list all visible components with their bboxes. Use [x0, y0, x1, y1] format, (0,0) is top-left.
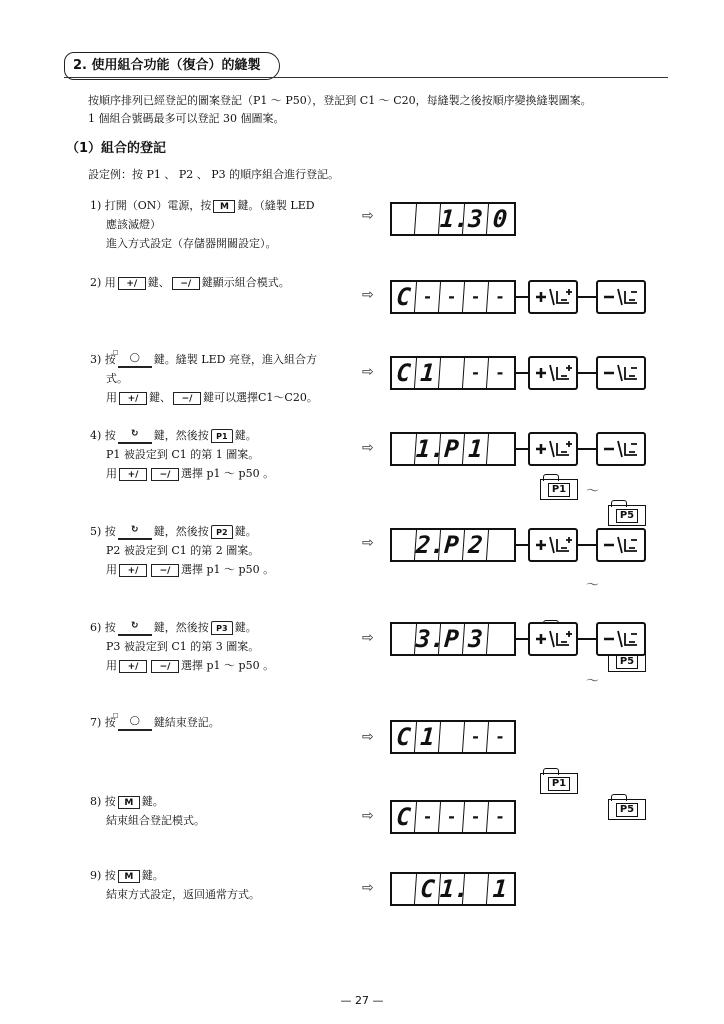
connector-line — [578, 448, 596, 450]
lcd-digit: C — [415, 874, 441, 904]
lcd-digit — [487, 434, 513, 464]
step-text: 鍵可以選擇C1～C20。 — [203, 391, 318, 404]
lcd-display — [390, 872, 516, 906]
lcd-display — [390, 622, 516, 656]
step-text: 應該滅燈） — [106, 218, 161, 231]
lcd-display — [390, 356, 516, 390]
lcd-digit: C — [391, 722, 417, 752]
m-key-icon: M — [213, 200, 235, 213]
ready-icon: ↻ — [118, 524, 152, 540]
minus-stitch-icon — [601, 437, 641, 461]
step-9 — [90, 866, 360, 904]
lcd-digit — [439, 722, 465, 752]
range-tilde: ～ — [586, 484, 600, 499]
plus-stitch-icon — [533, 285, 573, 309]
plus-stitch-key — [528, 528, 578, 562]
lcd-display — [390, 800, 516, 834]
lcd-digit: 1 — [491, 875, 509, 903]
minus-stitch-icon: −/ — [173, 392, 201, 405]
step-4 — [90, 426, 360, 483]
lcd-digit: - — [463, 802, 489, 832]
m-key-icon: M — [118, 796, 140, 809]
minus-stitch-key — [596, 356, 646, 390]
minus-stitch-icon — [601, 361, 641, 385]
lcd-digit — [487, 530, 513, 560]
plus-stitch-icon: +/ — [119, 564, 147, 577]
lcd-digit: - — [463, 282, 489, 312]
step-text: 選擇 p1 ～ p50 。 — [181, 563, 275, 576]
lcd-digit — [463, 874, 489, 904]
plus-stitch-icon: +/ — [118, 277, 146, 290]
minus-stitch-key — [596, 432, 646, 466]
step-text: 選擇 p1 ～ p50 。 — [181, 467, 275, 480]
lcd-digit — [439, 358, 465, 388]
arrow-right-icon: ⇨ — [362, 287, 374, 303]
lcd-digit: 3 — [463, 204, 489, 234]
lcd-display — [390, 528, 516, 562]
lcd-digit: - — [415, 282, 441, 312]
lcd-digit: - — [494, 727, 506, 746]
plus-stitch-key — [528, 280, 578, 314]
minus-stitch-icon: −/ — [151, 468, 179, 481]
example-text: 設定例：按 P1 、 P2 、 P3 的順序組合進行登記。 — [88, 168, 340, 181]
lcd-digit — [391, 434, 417, 464]
minus-stitch-icon: −/ — [151, 660, 179, 673]
step-text: 鍵、 — [149, 391, 171, 404]
pattern-key-icon: P5 — [616, 655, 638, 669]
p1-key — [540, 474, 578, 500]
step-text: 鍵。 — [234, 429, 257, 442]
lcd-display — [390, 720, 516, 754]
step-text: 式。 — [106, 372, 128, 385]
lcd-digit — [391, 204, 417, 234]
step-3 — [90, 350, 360, 407]
step-text: 選擇 p1 ～ p50 。 — [181, 659, 275, 672]
lcd-digit: P — [439, 624, 465, 654]
minus-stitch-key — [596, 280, 646, 314]
step-text: 鍵，然後按 — [153, 429, 209, 442]
intro — [88, 92, 688, 128]
lcd-digit — [415, 204, 441, 234]
pattern-key-icon: P1 — [548, 777, 570, 791]
lcd-digit: - — [439, 282, 465, 312]
m-key-icon: M — [118, 870, 140, 883]
connector-line — [516, 448, 528, 450]
pattern-key-icon: P5 — [616, 803, 638, 817]
step-text: 進入方式設定（存儲器開關設定）。 — [106, 237, 277, 250]
lcd-digit: - — [463, 358, 489, 388]
lcd-digit: - — [463, 722, 489, 752]
step-text: 5) 按 — [90, 525, 116, 538]
step-text: 鍵。 — [234, 525, 257, 538]
minus-stitch-key — [596, 622, 646, 656]
connector-line — [516, 372, 528, 374]
plus-stitch-icon — [533, 361, 573, 385]
arrow-right-icon: ⇨ — [362, 208, 374, 224]
p5-key — [608, 500, 646, 526]
step-text: 用 — [106, 391, 117, 404]
lcd-digit: - — [494, 807, 506, 826]
lcd-digit — [391, 530, 417, 560]
step-1 — [90, 196, 360, 253]
range-tilde: ～ — [586, 578, 600, 593]
step-text: 鍵、 — [147, 276, 170, 289]
step-text: P3 被設定到 C1 的第 3 圖案。 — [106, 640, 260, 653]
arrow-right-icon: ⇨ — [362, 808, 374, 824]
step-text: 7) 按 — [90, 716, 116, 729]
lcd-digit: C — [391, 282, 417, 312]
plus-stitch-icon — [533, 533, 573, 557]
lcd-digit: P — [439, 530, 465, 560]
lcd-digit: - — [494, 363, 506, 382]
step-text: 鍵。 — [234, 621, 257, 634]
lcd-digit — [487, 624, 513, 654]
lcd-digit: P — [439, 434, 465, 464]
lcd-display — [390, 202, 516, 236]
connector-line — [578, 638, 596, 640]
minus-stitch-icon — [601, 533, 641, 557]
lcd-digit: - — [415, 802, 441, 832]
ready-icon: ↻ — [118, 620, 152, 636]
intro-line-2: 1 個組合號碼最多可以登記 30 個圖案。 — [88, 112, 285, 125]
ready-icon: □ ◯ — [118, 352, 152, 368]
step-text: P2 被設定到 C1 的第 2 圖案。 — [106, 544, 260, 557]
step-text: 鍵，然後按 — [153, 621, 209, 634]
lcd-display — [390, 432, 516, 466]
step-text: 3) 按 — [90, 353, 116, 366]
step-text: 6) 按 — [90, 621, 116, 634]
lcd-digit: 1. — [439, 205, 470, 233]
lcd-digit — [391, 624, 417, 654]
pattern-key-icon: P1 — [548, 483, 570, 497]
step-text: P1 被設定到 C1 的第 1 圖案。 — [106, 448, 260, 461]
section-rule — [64, 77, 668, 78]
lcd-digit: 1 — [415, 358, 441, 388]
lcd-digit: - — [494, 287, 506, 306]
step-text: 用 — [106, 467, 117, 480]
minus-stitch-icon — [601, 627, 641, 651]
connector-line — [516, 638, 528, 640]
arrow-right-icon: ⇨ — [362, 880, 374, 896]
step-text: 1) 打開（ON）電源，按 — [90, 199, 212, 212]
lcd-digit — [391, 874, 417, 904]
p1-key — [540, 768, 578, 794]
pattern-key-icon: P5 — [616, 509, 638, 523]
connector-line — [516, 296, 528, 298]
plus-stitch-key — [528, 432, 578, 466]
step-text: 2) 用 — [90, 276, 116, 289]
step-text: 鍵。 — [141, 795, 164, 808]
step-6 — [90, 618, 360, 675]
plus-stitch-icon — [533, 437, 573, 461]
step-7 — [90, 713, 360, 732]
plus-stitch-icon: +/ — [119, 660, 147, 673]
lcd-digit: 2. — [415, 531, 446, 559]
arrow-right-icon: ⇨ — [362, 729, 374, 745]
lcd-digit: 3 — [463, 624, 489, 654]
step-text: 鍵。 — [141, 869, 164, 882]
step-text: 4) 按 — [90, 429, 116, 442]
lcd-digit: 1 — [463, 434, 489, 464]
p1-key-icon: P1 — [211, 429, 233, 443]
connector-line — [578, 296, 596, 298]
step-2 — [90, 273, 360, 292]
step-text: 鍵。（縫製 LED — [237, 199, 315, 212]
lcd-digit: 3. — [415, 625, 446, 653]
minus-stitch-icon — [601, 285, 641, 309]
plus-stitch-icon: +/ — [119, 468, 147, 481]
step-text: 鍵結束登記。 — [153, 716, 220, 729]
step-text: 用 — [106, 659, 117, 672]
step-text: 8) 按 — [90, 795, 116, 808]
step-8 — [90, 792, 360, 830]
minus-stitch-key — [596, 528, 646, 562]
ready-icon: □ ◯ — [118, 715, 152, 731]
arrow-right-icon: ⇨ — [362, 535, 374, 551]
step-text: 鍵顯示組合模式。 — [201, 276, 290, 289]
p3-key-icon: P3 — [211, 621, 233, 635]
range-tilde: ～ — [586, 674, 600, 689]
lcd-digit: 1. — [415, 435, 446, 463]
p2-key-icon: P2 — [211, 525, 233, 539]
step-text: 9) 按 — [90, 869, 116, 882]
lcd-digit: 1 — [415, 722, 441, 752]
lcd-digit: 0 — [491, 205, 509, 233]
arrow-right-icon: ⇨ — [362, 364, 374, 380]
plus-stitch-icon — [533, 627, 573, 651]
connector-line — [578, 544, 596, 546]
step-text: 用 — [106, 563, 117, 576]
connector-line — [578, 372, 596, 374]
plus-stitch-icon: +/ — [119, 392, 147, 405]
section-title: 2. 使用組合功能（復合）的縫製 — [64, 52, 280, 80]
lcd-digit: - — [439, 802, 465, 832]
lcd-digit: C — [391, 358, 417, 388]
step-5 — [90, 522, 360, 579]
plus-stitch-key — [528, 356, 578, 390]
minus-stitch-icon: −/ — [151, 564, 179, 577]
minus-stitch-icon: −/ — [172, 277, 200, 290]
plus-stitch-key — [528, 622, 578, 656]
arrow-right-icon: ⇨ — [362, 440, 374, 456]
lcd-digit: 1. — [439, 875, 470, 903]
subsection-title: （1）組合的登記 — [66, 141, 167, 156]
arrow-right-icon: ⇨ — [362, 630, 374, 646]
step-text: 鍵，然後按 — [153, 525, 209, 538]
connector-line — [516, 544, 528, 546]
step-text: 結束組合登記模式。 — [106, 814, 205, 827]
step-text: 鍵。縫製 LED 亮登，進入組合方 — [153, 353, 317, 366]
p5-key — [608, 794, 646, 820]
step-text: 結束方式設定，返回通常方式。 — [106, 888, 260, 901]
page-number: — 27 — — [340, 994, 384, 1007]
lcd-digit: 2 — [463, 530, 489, 560]
lcd-digit: C — [391, 802, 417, 832]
intro-line-1: 按順序排列已經登記的圖案登記（P1 ～ P50），登記到 C1 ～ C20，每縫製之後按順序變換縫製圖案。 — [88, 94, 592, 107]
lcd-display — [390, 280, 516, 314]
ready-icon: ↻ — [118, 428, 152, 444]
